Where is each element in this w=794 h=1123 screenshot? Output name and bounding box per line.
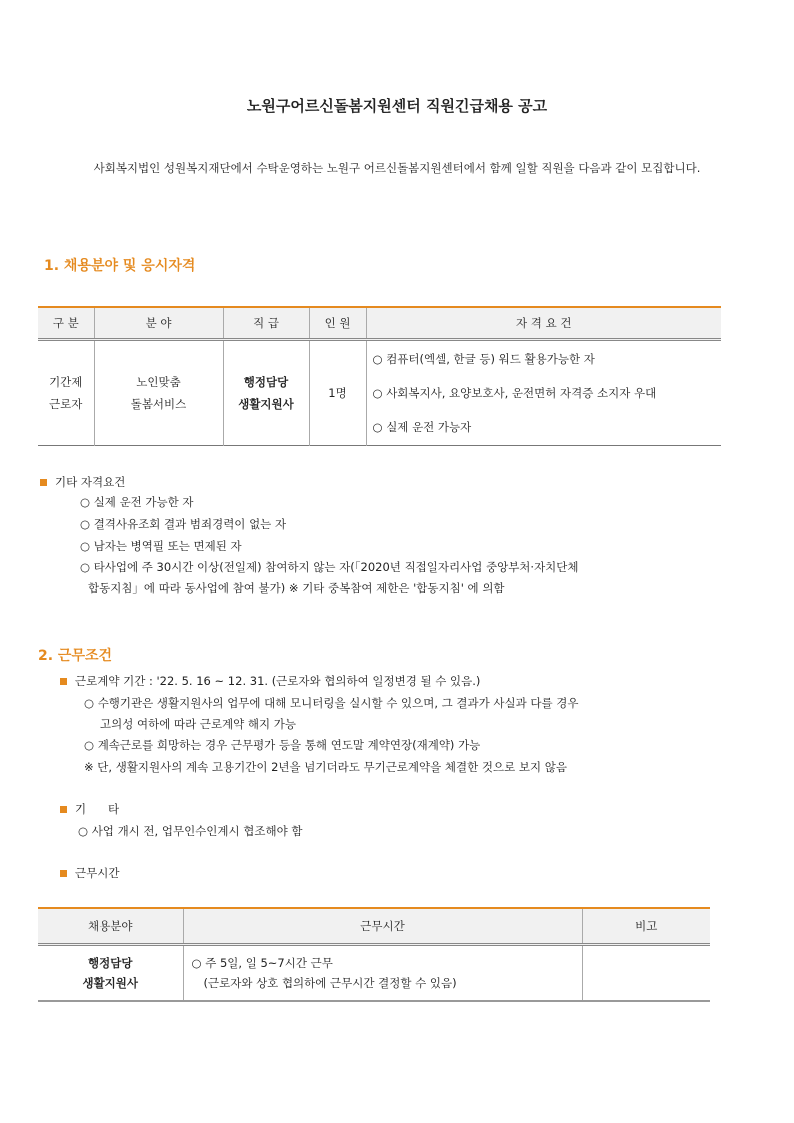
square-bullet-icon	[60, 870, 67, 877]
etc-heading: 기 타	[60, 801, 119, 817]
table-header-row	[38, 908, 710, 945]
intro-paragraph: 사회복지법인 성원복지재단에서 수탁운영하는 노원구 어르신돌봄지원센터에서 함께 일할 직원을 다음과 같이 모집합니다.	[93, 161, 701, 175]
list-item: ○ 결격사유조회 결과 범죄경력이 없는 자	[80, 517, 287, 531]
cell-field: 노인맞춤 돌봄서비스	[94, 340, 223, 446]
hours-heading: 근무시간	[60, 865, 119, 881]
square-bullet-icon	[40, 479, 47, 486]
requirement-item: ○ 사회복지사, 요양보호사, 운전면허 자격증 소지자 우대	[372, 386, 657, 400]
header-hours: 근무시간	[183, 908, 582, 945]
header-requirements: 자 격 요 건	[366, 307, 721, 340]
table-header-row	[38, 307, 721, 340]
section2-heading: 2. 근무조건	[38, 648, 113, 664]
header-grade: 직 급	[223, 307, 309, 340]
header-count: 인 원	[309, 307, 366, 340]
recruitment-table	[38, 306, 721, 446]
list-item: ※ 단, 생활지원사의 계속 고용기간이 2년을 넘기더라도 무기근로계약을 체결한 것으로 보지 않음	[84, 760, 567, 774]
work-hours-table	[38, 907, 710, 1002]
cell-hours: ○ 주 5일, 일 5~7시간 근무 (근로자와 상호 협의하에 근무시간 결정할 수 있음)	[183, 945, 582, 1002]
cell-field: 행정담당 생활지원사	[82, 956, 139, 990]
cell-requirements	[366, 340, 721, 446]
header-field: 분 야	[94, 307, 223, 340]
list-item: 고의성 여하에 따라 근로계약 해지 가능	[100, 717, 297, 731]
list-item: ○ 남자는 병역필 또는 면제된 자	[80, 539, 242, 553]
header-note: 비고	[582, 908, 710, 945]
section1-heading: 1. 채용분야 및 응시자격	[44, 258, 196, 274]
list-item: ○ 타사업에 주 30시간 이상(전일제) 참여하지 않는 자(「2020년 직접일자리사업 중앙부처·자치단체	[80, 560, 579, 574]
header-type: 구 분	[38, 307, 94, 340]
cell-note	[582, 945, 710, 1002]
list-item: ○ 계속근로를 희망하는 경우 근무평가 등을 통해 연도말 계약연장(재계약) 가능	[84, 738, 481, 752]
list-item: ○ 실제 운전 가능한 자	[80, 495, 194, 509]
cell-type: 기간제 근로자	[49, 375, 83, 411]
list-item: ○ 사업 개시 전, 업무인수인계시 협조해야 함	[78, 824, 303, 838]
square-bullet-icon	[60, 806, 67, 813]
other-requirements-heading: 기타 자격요건	[40, 474, 125, 490]
contract-heading: 근로계약 기간 : '22. 5. 16 ~ 12. 31. (근로자와 협의하여 일정변경 될 수 있음.)	[60, 673, 480, 689]
requirement-item: ○ 컴퓨터(엑셀, 한글 등) 워드 활용가능한 자	[372, 352, 595, 366]
header-field: 채용분야	[38, 908, 183, 945]
square-bullet-icon	[60, 678, 67, 685]
cell-count: 1명	[309, 340, 366, 446]
table-row	[38, 945, 710, 1002]
list-item: 합동지침」에 따라 동사업에 참여 불가) ※ 기타 중복참여 제한은 '합동지침' 에 의함	[88, 581, 505, 595]
list-item: ○ 수행기관은 생활지원사의 업무에 대해 모니터링을 실시할 수 있으며, 그 결과가 사실과 다를 경우	[84, 696, 579, 710]
table-row	[38, 340, 721, 446]
cell-grade: 행정담당 생활지원사	[223, 340, 309, 446]
requirement-item: ○ 실제 운전 가능자	[372, 420, 472, 434]
page-title: 노원구어르신돌봄지원센터 직원긴급채용 공고	[246, 97, 548, 115]
